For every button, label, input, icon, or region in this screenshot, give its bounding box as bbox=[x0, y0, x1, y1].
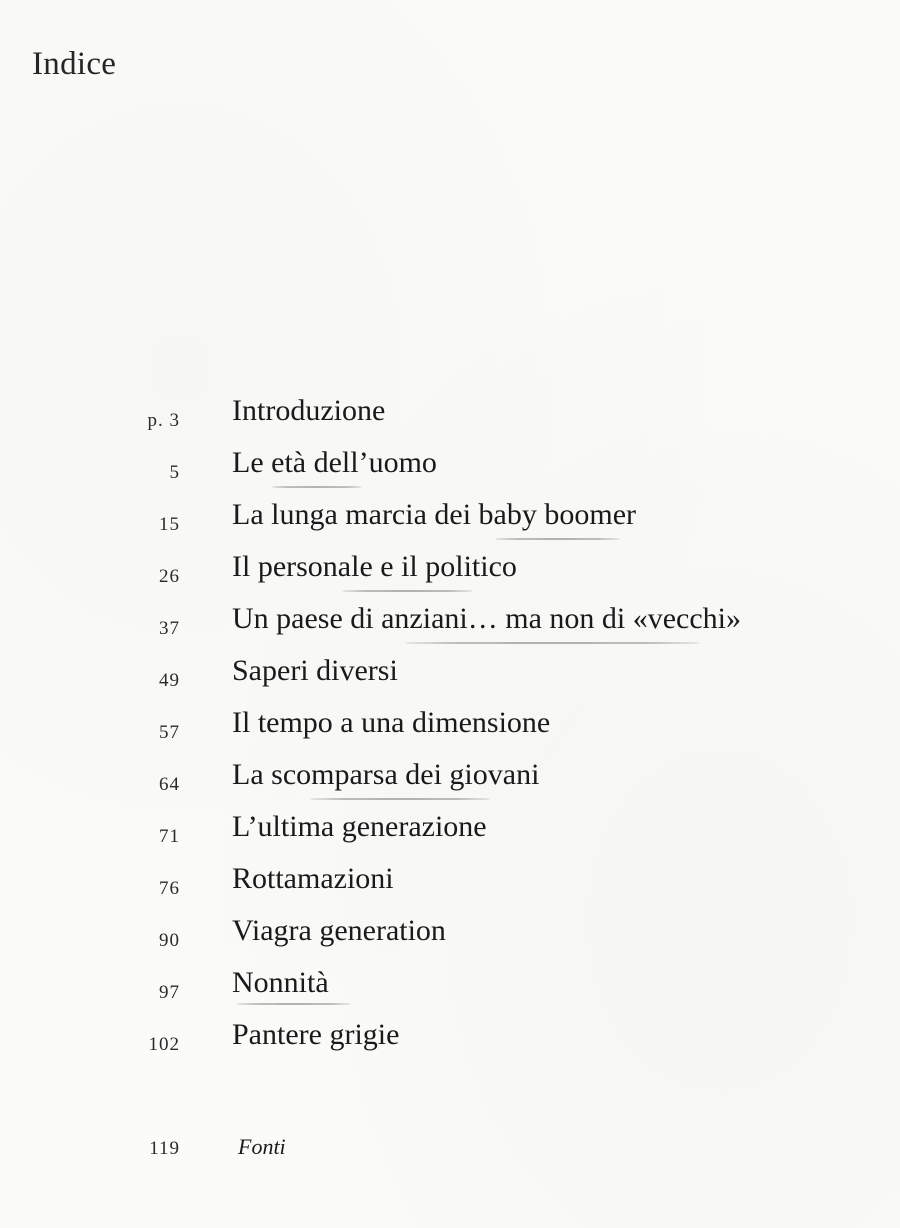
toc-row bbox=[0, 860, 900, 912]
toc-row bbox=[0, 756, 900, 808]
toc-entry-title: L’ultima generazione bbox=[232, 810, 487, 843]
toc-page-number: 49 bbox=[159, 670, 180, 691]
pencil-underline bbox=[310, 798, 490, 800]
toc-row bbox=[0, 600, 900, 652]
toc-entry-title: Introduzione bbox=[232, 394, 386, 427]
toc-entry-title: Pantere grigie bbox=[232, 1018, 400, 1051]
toc-entry-title: Rottamazioni bbox=[232, 862, 394, 895]
toc-row bbox=[0, 444, 900, 496]
toc-entry-title: Le età dell’uomo bbox=[232, 446, 437, 479]
toc-entry-title: Saperi diversi bbox=[232, 654, 398, 687]
toc-row bbox=[0, 1016, 900, 1068]
toc-row bbox=[0, 496, 900, 548]
toc-row bbox=[0, 964, 900, 1016]
toc-entry-title: Nonnità bbox=[232, 966, 329, 999]
pencil-underline bbox=[405, 642, 700, 644]
toc-entry-title: La lunga marcia dei baby boomer bbox=[232, 498, 637, 531]
toc-page-number: 64 bbox=[159, 774, 180, 795]
toc-row bbox=[0, 392, 900, 444]
pencil-underline bbox=[495, 538, 620, 540]
toc-page-number: 71 bbox=[159, 826, 180, 847]
toc-page-number: 26 bbox=[159, 566, 180, 587]
toc-row bbox=[0, 548, 900, 600]
toc-row bbox=[0, 912, 900, 964]
pencil-underline bbox=[342, 590, 472, 592]
toc-row bbox=[0, 808, 900, 860]
toc-entry-title: La scomparsa dei giovani bbox=[232, 758, 540, 791]
toc-page-number: 97 bbox=[159, 982, 180, 1003]
toc-entry-title: Il tempo a una dimensione bbox=[232, 706, 551, 739]
toc-page-number: p. 3 bbox=[147, 410, 180, 431]
toc-page-number: 76 bbox=[159, 878, 180, 899]
toc-page-number: 90 bbox=[159, 930, 180, 951]
pencil-underline bbox=[236, 1003, 351, 1005]
toc-page-number: 37 bbox=[159, 618, 180, 639]
toc-page-number: 5 bbox=[169, 462, 180, 483]
toc-page-number: 102 bbox=[148, 1034, 180, 1055]
toc-page-number: 119 bbox=[149, 1138, 180, 1159]
toc-entry-title: Viagra generation bbox=[232, 914, 446, 947]
page-title: Indice bbox=[32, 46, 117, 82]
toc-row bbox=[0, 704, 900, 756]
toc-page-number: 57 bbox=[159, 722, 180, 743]
toc-row-sources bbox=[0, 1120, 900, 1172]
toc-entry-title: Fonti bbox=[238, 1134, 286, 1159]
toc-entry-title: Un paese di anziani… ma non di «vecchi» bbox=[232, 602, 742, 635]
toc-entry-title: Il personale e il politico bbox=[232, 550, 517, 583]
toc-row bbox=[0, 652, 900, 704]
toc-page-number: 15 bbox=[159, 514, 180, 535]
pencil-underline bbox=[272, 486, 362, 488]
